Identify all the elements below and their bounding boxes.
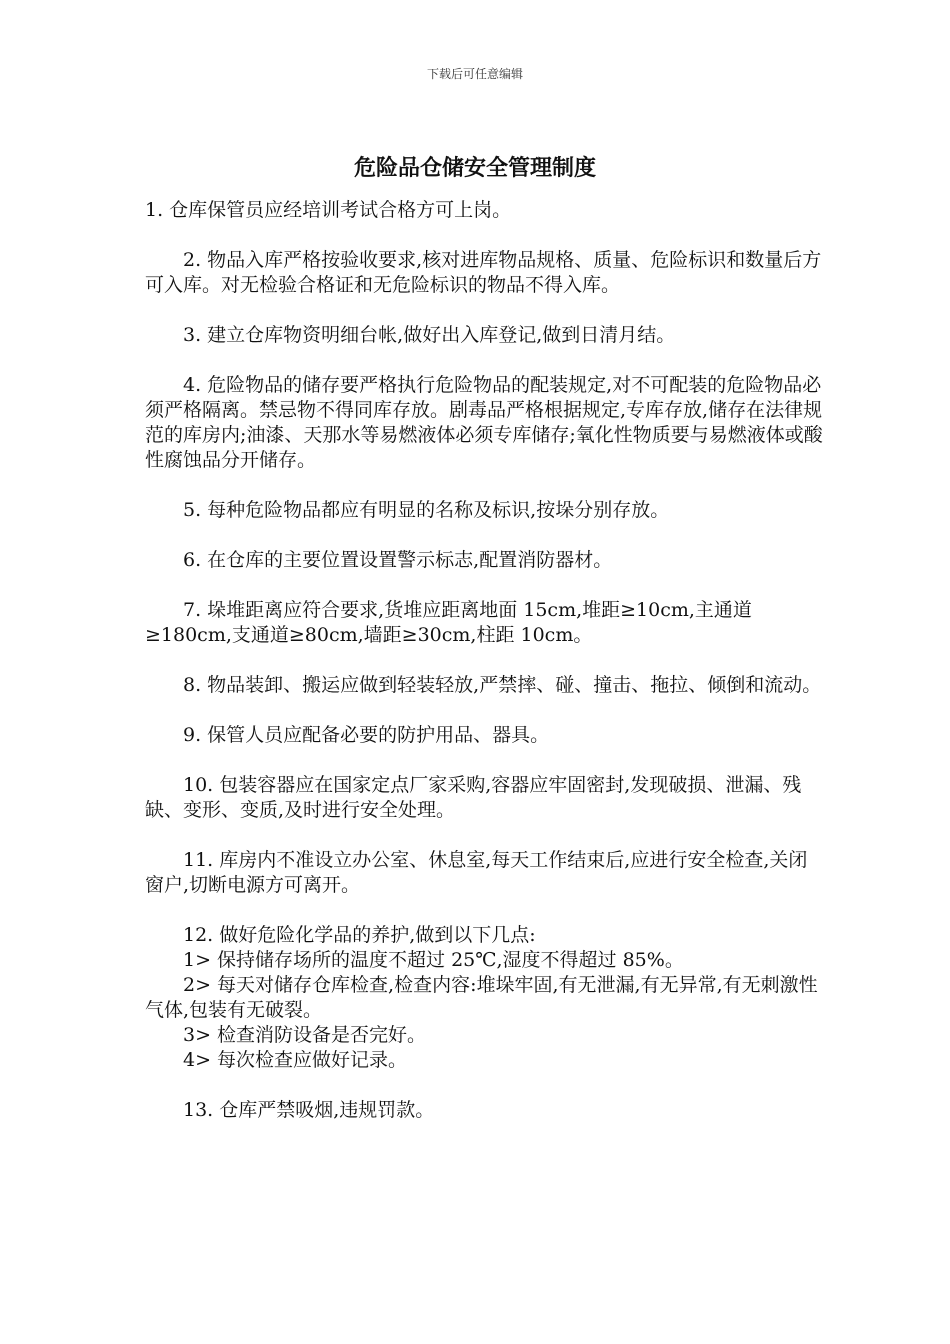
paragraph-3: 3. 建立仓库物资明细台帐,做好出入库登记,做到日清月结。 (183, 324, 676, 346)
paragraph-11: 11. 库房内不准设立办公室、休息室,每天工作结束后,应进行安全检查,关闭窗户,切断电源方可离开。 (145, 849, 808, 896)
paragraph-4: 4. 危险物品的储存要严格执行危险物品的配装规定,对不可配装的危险物品必须严格隔离。禁忌物不得同库存放。剧毒品严格根据规定,专库存放,储存在法律规范的库房内;油漆、天那水等易燃液体必须专库储存;氧化性物质要与易燃液体或酸性腐蚀品分开储存。 (145, 374, 823, 471)
subitem-2: 2> 每天对储存仓库检查,检查内容:堆垛牢固,有无泄漏,有无异常,有无刺激性气体,包装有无破裂。 (145, 974, 818, 1021)
paragraph-12: 12. 做好危险化学品的养护,做到以下几点: (183, 924, 536, 946)
paragraph-2: 2. 物品入库严格按验收要求,核对进库物品规格、质量、危险标识和数量后方可入库。对无检验合格证和无危险标识的物品不得入库。 (145, 249, 822, 296)
subitem-3: 3> 检查消防设备是否完好。 (183, 1024, 427, 1046)
paragraph-9: 9. 保管人员应配备必要的防护用品、器具。 (183, 724, 550, 746)
paragraph-13: 13. 仓库严禁吸烟,违规罚款。 (183, 1099, 435, 1121)
paragraph-5: 5. 每种危险物品都应有明显的名称及标识,按垛分别存放。 (183, 499, 670, 521)
subitem-4: 4> 每次检查应做好记录。 (183, 1049, 408, 1071)
document-title: 危险品仓储安全管理制度 (353, 155, 596, 181)
subitem-1: 1> 保持储存场所的温度不超过 25℃,湿度不得超过 85%。 (183, 949, 684, 971)
document-body (145, 198, 825, 1123)
paragraph-8: 8. 物品装卸、搬运应做到轻装轻放,严禁摔、碰、撞击、拖拉、倾倒和流动。 (183, 674, 822, 696)
paragraph-6: 6. 在仓库的主要位置设置警示标志,配置消防器材。 (183, 549, 613, 571)
paragraph-10: 10. 包装容器应在国家定点厂家采购,容器应牢固密封,发现破损、泄漏、残缺、变形、变质,及时进行安全处理。 (145, 774, 802, 821)
paragraph-1: 1. 仓库保管员应经培训考试合格方可上岗。 (145, 199, 512, 221)
paragraph-7: 7. 垛堆距离应符合要求,货堆应距离地面 15cm,堆距≥10cm,主通道≥180cm,支通道≥80cm,墙距≥30cm,柱距 10cm。 (145, 599, 752, 646)
header-note: 下载后可任意编辑 (426, 67, 523, 81)
